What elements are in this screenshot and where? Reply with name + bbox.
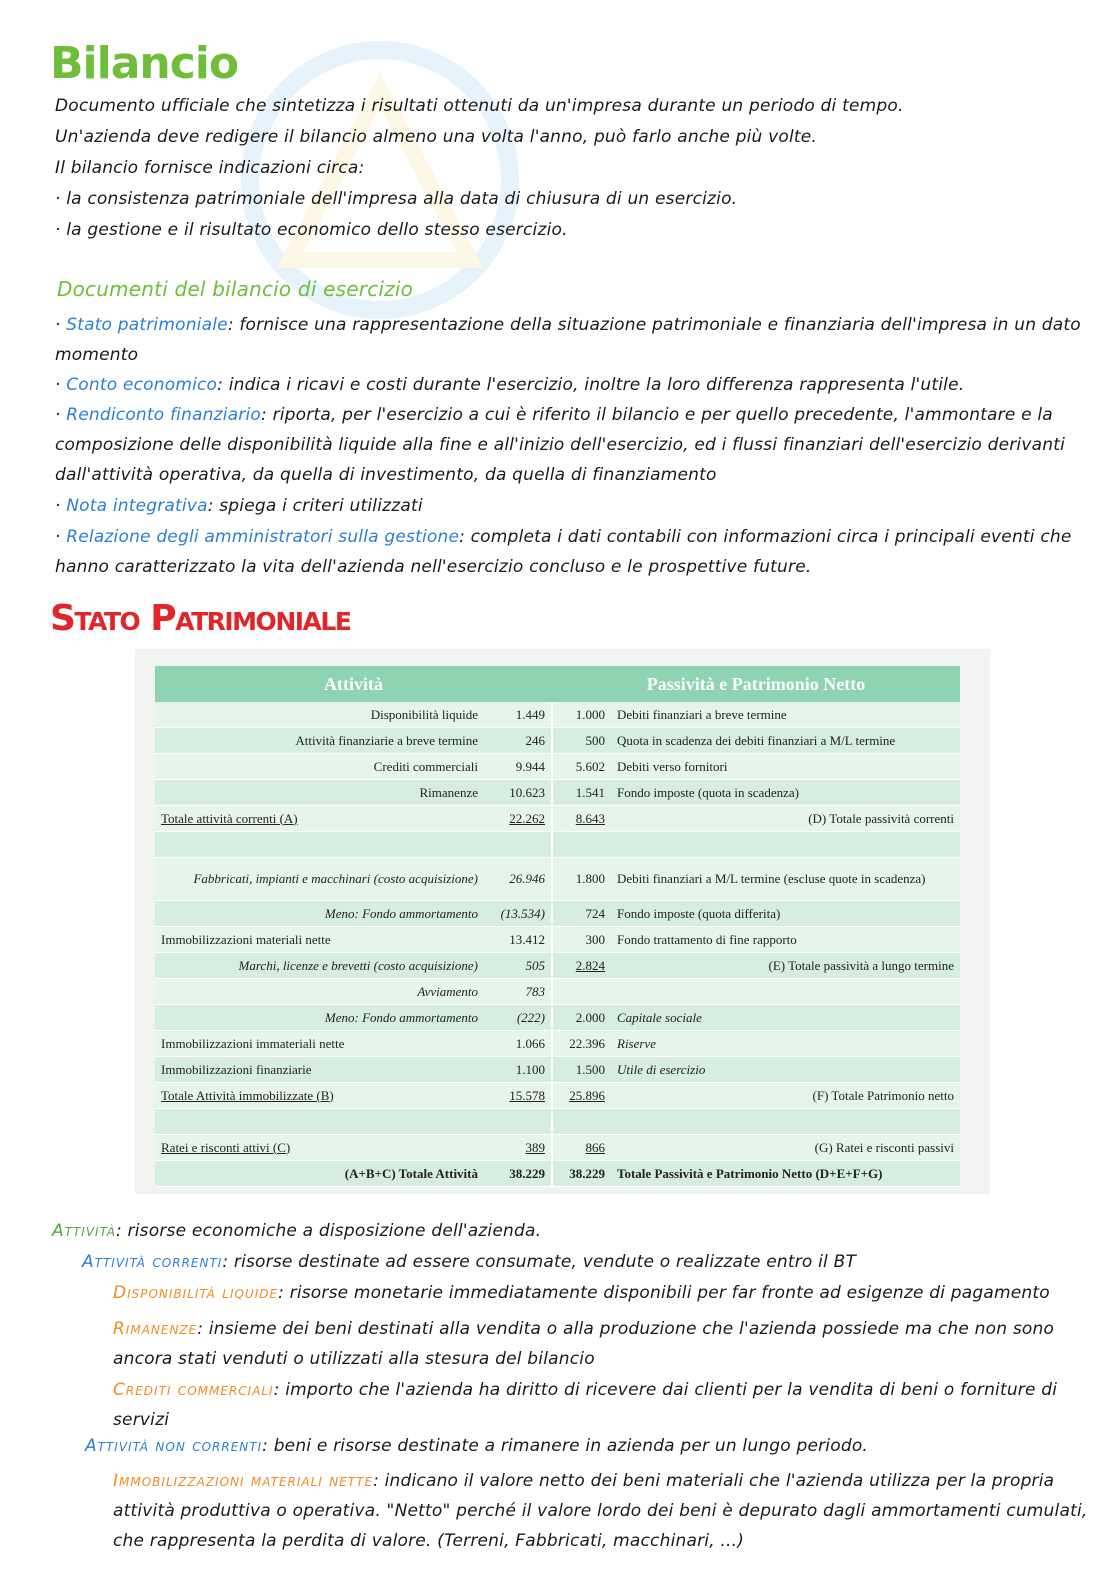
header-attivita: Attività [155, 666, 552, 702]
asset-label: Disponibilità liquide [155, 702, 484, 728]
doc-term: Stato patrimoniale [66, 315, 228, 335]
def-rimanenze [113, 1314, 1098, 1374]
asset-value: 10.623 [484, 780, 552, 806]
asset-value: 38.229 [484, 1161, 552, 1187]
doc-term: Nota integrativa [66, 496, 208, 516]
asset-label: Meno: Fondo ammortamento [155, 1005, 484, 1031]
def-term: Attività non correnti [85, 1436, 263, 1456]
table-row-total [155, 1161, 960, 1187]
header-passivita: Passività e Patrimonio Netto [552, 666, 960, 702]
liability-label: (E) Totale passività a lungo termine [611, 953, 960, 979]
table-row [155, 1135, 960, 1161]
liability-label: Utile di esercizio [611, 1057, 960, 1083]
liability-label: Debiti verso fornitori [611, 754, 960, 780]
def-materiali [113, 1466, 1098, 1556]
doc-stato-patrimoniale: · Stato patrimoniale: fornisce una rappresentazione della situazione patrimoniale e finanziaria dell'impresa in un dato momento [55, 315, 1081, 365]
doc-text: : spiega i criteri utilizzati [207, 496, 423, 516]
asset-label: Attività finanziarie a breve termine [155, 728, 484, 754]
table-row [155, 858, 960, 901]
intro-line-5: · la gestione e il risultato economico dello stesso esercizio. [55, 220, 568, 240]
liability-label: (F) Totale Patrimonio netto [611, 1083, 960, 1109]
liability-label: Quota in scadenza dei debiti finanziari a M/L termine [611, 728, 960, 754]
asset-label: Crediti commerciali [155, 754, 484, 780]
table-row-empty [155, 832, 960, 858]
asset-label: Ratei e risconti attivi (C) [161, 1139, 291, 1155]
intro-line-4: · la consistenza patrimoniale dell'impresa alla data di chiusura di un esercizio. [55, 189, 738, 209]
table-row [155, 953, 960, 979]
table-row [155, 927, 960, 953]
def-text: : importo che l'azienda ha diritto di ricevere dai clienti per la vendita di beni o forniture di servizi [113, 1380, 1058, 1430]
def-attivita [52, 1221, 541, 1241]
asset-value: 9.944 [484, 754, 552, 780]
asset-value: 1.066 [484, 1031, 552, 1057]
liability-value: 5.602 [552, 754, 611, 780]
doc-relazione: · Relazione degli amministratori sulla gestione: completa i dati contabili con informazioni circa i principali eventi che hanno caratterizzato la vita dell'azienda nell'esercizio concluso e le prospettive future. [55, 527, 1072, 577]
table-row [155, 1005, 960, 1031]
asset-label: Meno: Fondo ammortamento [155, 901, 484, 927]
liability-value: 500 [552, 728, 611, 754]
intro-line-3: Il bilancio fornisce indicazioni circa: [55, 158, 365, 178]
def-text: : indicano il valore netto dei beni materiali che l'azienda utilizza per la propria attività produttiva o operativa. "Netto" perché il valore lordo dei beni è depurato dagli ammortamenti cumulati, che rappresenta la perdita di valore. (Terreni, Fabbricati, macchinari, ...) [113, 1471, 1088, 1551]
asset-label: (A+B+C) Totale Attività [155, 1161, 484, 1187]
balance-sheet-figure [135, 649, 990, 1194]
liability-label: Riserve [611, 1031, 960, 1057]
asset-label: Immobilizzazioni materiali nette [155, 927, 484, 953]
def-term: Crediti commerciali [113, 1380, 274, 1400]
def-text: : risorse monetarie immediatamente disponibili per far fronte ad esigenze di pagamento [278, 1283, 1050, 1303]
def-term: Attività correnti [82, 1252, 223, 1272]
asset-value: 13.412 [484, 927, 552, 953]
def-text: : risorse destinate ad essere consumate, vendute o realizzate entro il BT [222, 1252, 857, 1272]
table-row [155, 702, 960, 728]
liability-label: Capitale sociale [611, 1005, 960, 1031]
balance-sheet-table [155, 666, 960, 1187]
asset-value: 505 [484, 953, 552, 979]
asset-label: Immobilizzazioni finanziarie [155, 1057, 484, 1083]
docs-title: Documenti del bilancio di esercizio [57, 277, 414, 301]
table-row [155, 901, 960, 927]
table-row [155, 806, 960, 832]
doc-term: Rendiconto finanziario [66, 405, 262, 425]
def-term: Rimanenze [113, 1319, 198, 1339]
asset-value: (222) [484, 1005, 552, 1031]
liability-label: Debiti finanziari a M/L termine (escluse quote in scadenza) [611, 858, 960, 901]
liability-value: 1.500 [552, 1057, 611, 1083]
asset-label: Immobilizzazioni immateriali nette [155, 1031, 484, 1057]
liability-value: 22.396 [552, 1031, 611, 1057]
doc-term: Conto economico [66, 375, 218, 395]
asset-label: Fabbricati, impianti e macchinari (costo acquisizione) [155, 858, 484, 901]
doc-text: : riporta, per l'esercizio a cui è riferito il bilancio e per quello precedente, l'ammontare e la composizione delle disponibilità liquide alla fine e all'inizio dell'esercizio, ed i flussi finanziari dell'esercizio derivanti dall'attività operativa, da quella di investimento, da quella di finanziamento [55, 405, 1065, 485]
liability-label: (D) Totale passività correnti [611, 806, 960, 832]
liability-value: 2.000 [552, 1005, 611, 1031]
liability-value: 38.229 [552, 1161, 611, 1187]
liability-value: 300 [552, 927, 611, 953]
asset-label: Marchi, licenze e brevetti (costo acquisizione) [155, 953, 484, 979]
table-row [155, 754, 960, 780]
liability-label: Fondo imposte (quota in scadenza) [611, 780, 960, 806]
liability-label: (G) Ratei e risconti passivi [611, 1135, 960, 1161]
table-row-empty [155, 1109, 960, 1135]
liability-label: Debiti finanziari a breve termine [611, 702, 960, 728]
asset-value: 389 [525, 1139, 545, 1155]
asset-value: 22.262 [509, 810, 545, 826]
liability-value: 2.824 [575, 957, 605, 973]
def-term: Disponibilità liquide [113, 1283, 279, 1303]
liability-value: 25.896 [569, 1087, 605, 1103]
table-row [155, 1057, 960, 1083]
asset-value: 783 [484, 979, 552, 1005]
intro-line-2: Un'azienda deve redigere il bilancio almeno una volta l'anno, può farlo anche più volte. [55, 127, 818, 147]
asset-value: 15.578 [509, 1087, 545, 1103]
asset-value: 1.449 [484, 702, 552, 728]
asset-value: (13.534) [484, 901, 552, 927]
asset-label: Totale Attività immobilizzate (B) [161, 1087, 334, 1103]
def-non-correnti [85, 1436, 868, 1456]
def-disponibilita [113, 1283, 1050, 1303]
liability-value: 724 [552, 901, 611, 927]
doc-nota-integrativa: · Nota integrativa: spiega i criteri utilizzati [55, 496, 423, 516]
doc-text: : indica i ricavi e costi durante l'esercizio, inoltre la loro differenza rappresenta l'utile. [217, 375, 965, 395]
def-text: : beni e risorse destinate a rimanere in azienda per un lungo periodo. [262, 1436, 869, 1456]
liability-value: 1.800 [552, 858, 611, 901]
def-text: : risorse economiche a disposizione dell'azienda. [116, 1221, 542, 1241]
liability-value: 1.541 [552, 780, 611, 806]
asset-label: Avviamento [155, 979, 484, 1005]
liability-label: Fondo imposte (quota differita) [611, 901, 960, 927]
doc-term: Relazione degli amministratori sulla gestione [66, 527, 460, 547]
asset-label: Rimanenze [155, 780, 484, 806]
doc-text: : completa i dati contabili con informazioni circa i principali eventi che hanno caratterizzato la vita dell'azienda nell'esercizio concluso e le prospettive future. [55, 527, 1072, 577]
doc-conto-economico: · Conto economico: indica i ricavi e costi durante l'esercizio, inoltre la loro differenza rappresenta l'utile. [55, 375, 965, 395]
doc-text: : fornisce una rappresentazione della situazione patrimoniale e finanziaria dell'impresa in un dato momento [55, 315, 1081, 365]
liability-label: Fondo trattamento di fine rapporto [611, 927, 960, 953]
def-correnti [82, 1252, 856, 1272]
asset-value: 246 [484, 728, 552, 754]
asset-value: 26.946 [484, 858, 552, 901]
doc-rendiconto: · Rendiconto finanziario: riporta, per l'esercizio a cui è riferito il bilancio e per quello precedente, l'ammontare e la composizione delle disponibilità liquide alla fine e all'inizio dell'esercizio, ed i flussi finanziari dell'esercizio derivanti dall'attività operativa, da quella di investimento, da quella di finanziamento [55, 405, 1065, 485]
def-crediti [113, 1375, 1098, 1435]
liability-value: 866 [585, 1139, 605, 1155]
def-term: Attività [52, 1221, 117, 1241]
table-row [155, 1083, 960, 1109]
intro-line-1: Documento ufficiale che sintetizza i risultati ottenuti da un'impresa durante un periodo di tempo. [55, 96, 904, 116]
table-row [155, 780, 960, 806]
table-row [155, 979, 960, 1005]
def-text: : insieme dei beni destinati alla vendita o alla produzione che l'azienda possiede ma che non sono ancora stati venduti o utilizzati alla stesura del bilancio [113, 1319, 1055, 1369]
page-title: Bilancio [50, 38, 239, 89]
liability-value: 8.643 [575, 810, 605, 826]
asset-label: Totale attività correnti (A) [161, 810, 298, 826]
def-term: Immobilizzazioni materiali nette [113, 1471, 374, 1491]
stato-patrimoniale-title: Stato Patrimoniale [50, 598, 351, 639]
liability-value: 1.000 [552, 702, 611, 728]
table-row [155, 1031, 960, 1057]
asset-value: 1.100 [484, 1057, 552, 1083]
table-row [155, 728, 960, 754]
liability-label: Totale Passività e Patrimonio Netto (D+E+F+G) [611, 1161, 960, 1187]
